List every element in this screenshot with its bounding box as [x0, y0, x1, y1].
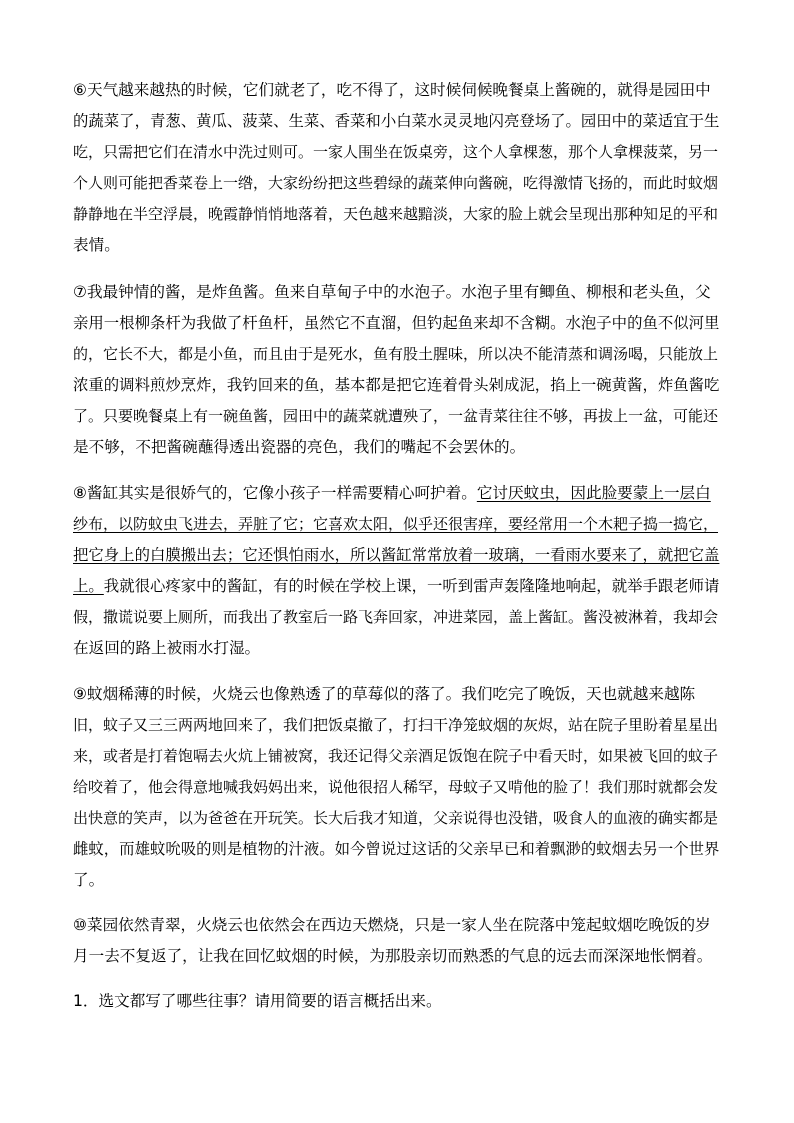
text-run: ⑨蚊烟稀薄的时候，火烧云也像熟透了的草莓似的落了。我们吃完了晚饭，天也就越来越陈 [73, 685, 696, 703]
text-run: 了。只要晚餐桌上有一碗鱼酱，园田中的蔬菜就遭殃了，一盆青菜往往不够，再拔上一盆，可能还 [73, 407, 719, 425]
text-run: 个人则可能把香菜卷上一绺，大家纷纷把这些碧绿的蔬菜伸向酱碗，吃得激情飞扬的，而此时蚊烟 [73, 174, 719, 192]
text-line [73, 913, 711, 937]
text-run: 的蔬菜了，青葱、黄瓜、菠菜、生菜、香菜和小白菜水灵灵地闪亮登场了。园田中的菜适宜于生 [73, 112, 720, 130]
text-run: 雌蚊，而雄蚊吮吸的则是植物的汁液。如今曾说过这话的父亲早已和着飘渺的蚊烟去另一个世界 [73, 840, 720, 858]
text-line [73, 202, 718, 226]
text-run: ⑩菜园依然青翠，火烧云也依然会在西边天燃烧，只是一家人坐在院落中笼起蚊烟吃晚饭的岁 [73, 916, 711, 934]
underlined-text-run: 纱布，以防蚊虫飞进去，弄脏了它；它喜欢太阳，似乎还很害痒，要经常用一个木耙子捣一捣它， [73, 515, 719, 533]
text-line [73, 944, 712, 968]
text-run: ⑧酱缸其实是很娇气的，它像小孩子一样需要精心呵护着。 [73, 484, 477, 502]
text-line [73, 233, 120, 257]
text-run: 假，撒谎说要上厕所，而我出了教室后一路飞奔回家，冲进菜园，盖上酱缸。酱没被淋着，我却会 [73, 608, 719, 626]
question-text: 1．选文都写了哪些往事？请用简要的语言概括出来。 [73, 992, 442, 1010]
text-line [73, 543, 719, 567]
text-run: 表情。 [73, 236, 120, 254]
text-line [73, 481, 711, 505]
text-run: ⑥天气越来越热的时候，它们就老了，吃不得了，这时候伺候晚餐桌上酱碗的，就得是园田中 [73, 81, 711, 99]
text-run: 给咬着了，他会得意地喊我妈妈出来，说他很招人稀罕，母蚊子又啃他的脸了！我们那时就都会发 [73, 778, 719, 796]
text-line [73, 744, 718, 768]
text-line [73, 109, 719, 133]
underlined-text-run: 上。 [73, 577, 104, 595]
text-run: 出快意的笑声，以为爸爸在开玩笑。长大后我才知道，父亲说得也没错，吸食人的血液的确实都是 [73, 809, 719, 827]
text-line [73, 574, 719, 598]
text-line [73, 140, 718, 164]
text-line [73, 682, 695, 706]
text-line [73, 868, 104, 892]
text-run: 静静地在半空浮晨，晚霞静悄悄地落着，天色越来越黯淡，大家的脸上就会呈现出那种知足的平和 [73, 205, 719, 223]
text-run: 是不够，不把酱碗蘸得透出瓷器的亮色，我们的嘴起不会罢休的。 [73, 438, 526, 456]
text-line [73, 806, 718, 830]
text-run: 浓重的调料煎炒烹炸，我钓回来的鱼，基本都是把它连着骨头剁成泥，掐上一碗黄酱，炸鱼酱吃 [73, 376, 720, 394]
text-line [73, 775, 718, 799]
text-line [73, 373, 719, 397]
text-line [73, 713, 718, 737]
text-run: 月一去不复返了，让我在回忆蚊烟的时候，为那股亲切而熟悉的气息的远去而深深地怅惘着。 [73, 947, 713, 965]
text-line [73, 512, 718, 536]
text-line [73, 404, 718, 428]
text-line [73, 78, 711, 102]
text-run: 亲用一根柳条杆为我做了杆鱼杆，虽然它不直溜，但钓起鱼来却不含糊。水泡子中的鱼不似河里 [73, 314, 720, 332]
text-run: 我就很心疼家中的酱缸，有的时候在学校上课，一听到雷声轰隆隆地响起，就举手跟老师请 [103, 577, 720, 595]
text-line [73, 605, 718, 629]
text-run: 吃，只需把它们在清水中洗过则可。一家人围坐在饭桌旁，这个人拿棵葱，那个人拿棵菠菜，另一 [73, 143, 719, 161]
text-line [73, 171, 718, 195]
text-run: ⑦我最钟情的酱，是炸鱼酱。鱼来自草甸子中的水泡子。水泡子里有鲫鱼、柳根和老头鱼，父 [73, 283, 711, 301]
text-run: 的，它长不大，都是小鱼，而且由于是死水，鱼有股土腥味，所以决不能清蒸和调汤喝，只能放上 [73, 345, 719, 363]
text-line [73, 636, 260, 660]
text-line [73, 435, 525, 459]
text-run: 在返回的路上被雨水打湿。 [73, 639, 261, 657]
text-run: 了。 [73, 871, 105, 889]
underlined-text-run: 它讨厌蚊虫，因此脸要蒙上一层白 [476, 484, 711, 502]
text-run: 旧，蚊子又三三两两地回来了，我们把饭桌撤了，打扫干净笼蚊烟的灰烬，站在院子里盼着星星出 [73, 716, 719, 734]
text-line [73, 342, 718, 366]
text-line [73, 311, 719, 335]
text-run: 来，或者是打着饱嗝去火炕上铺被窝，我还记得父亲酒足饭饱在院子中看天时，如果被飞回的蚊子 [73, 747, 719, 765]
underlined-text-run: 把它身上的白膜搬出去；它还惧怕雨水，所以酱缸常常放着一玻璃，一看雨水要来了，就把它盖 [73, 546, 720, 564]
text-line [73, 837, 719, 861]
text-line [73, 280, 711, 304]
